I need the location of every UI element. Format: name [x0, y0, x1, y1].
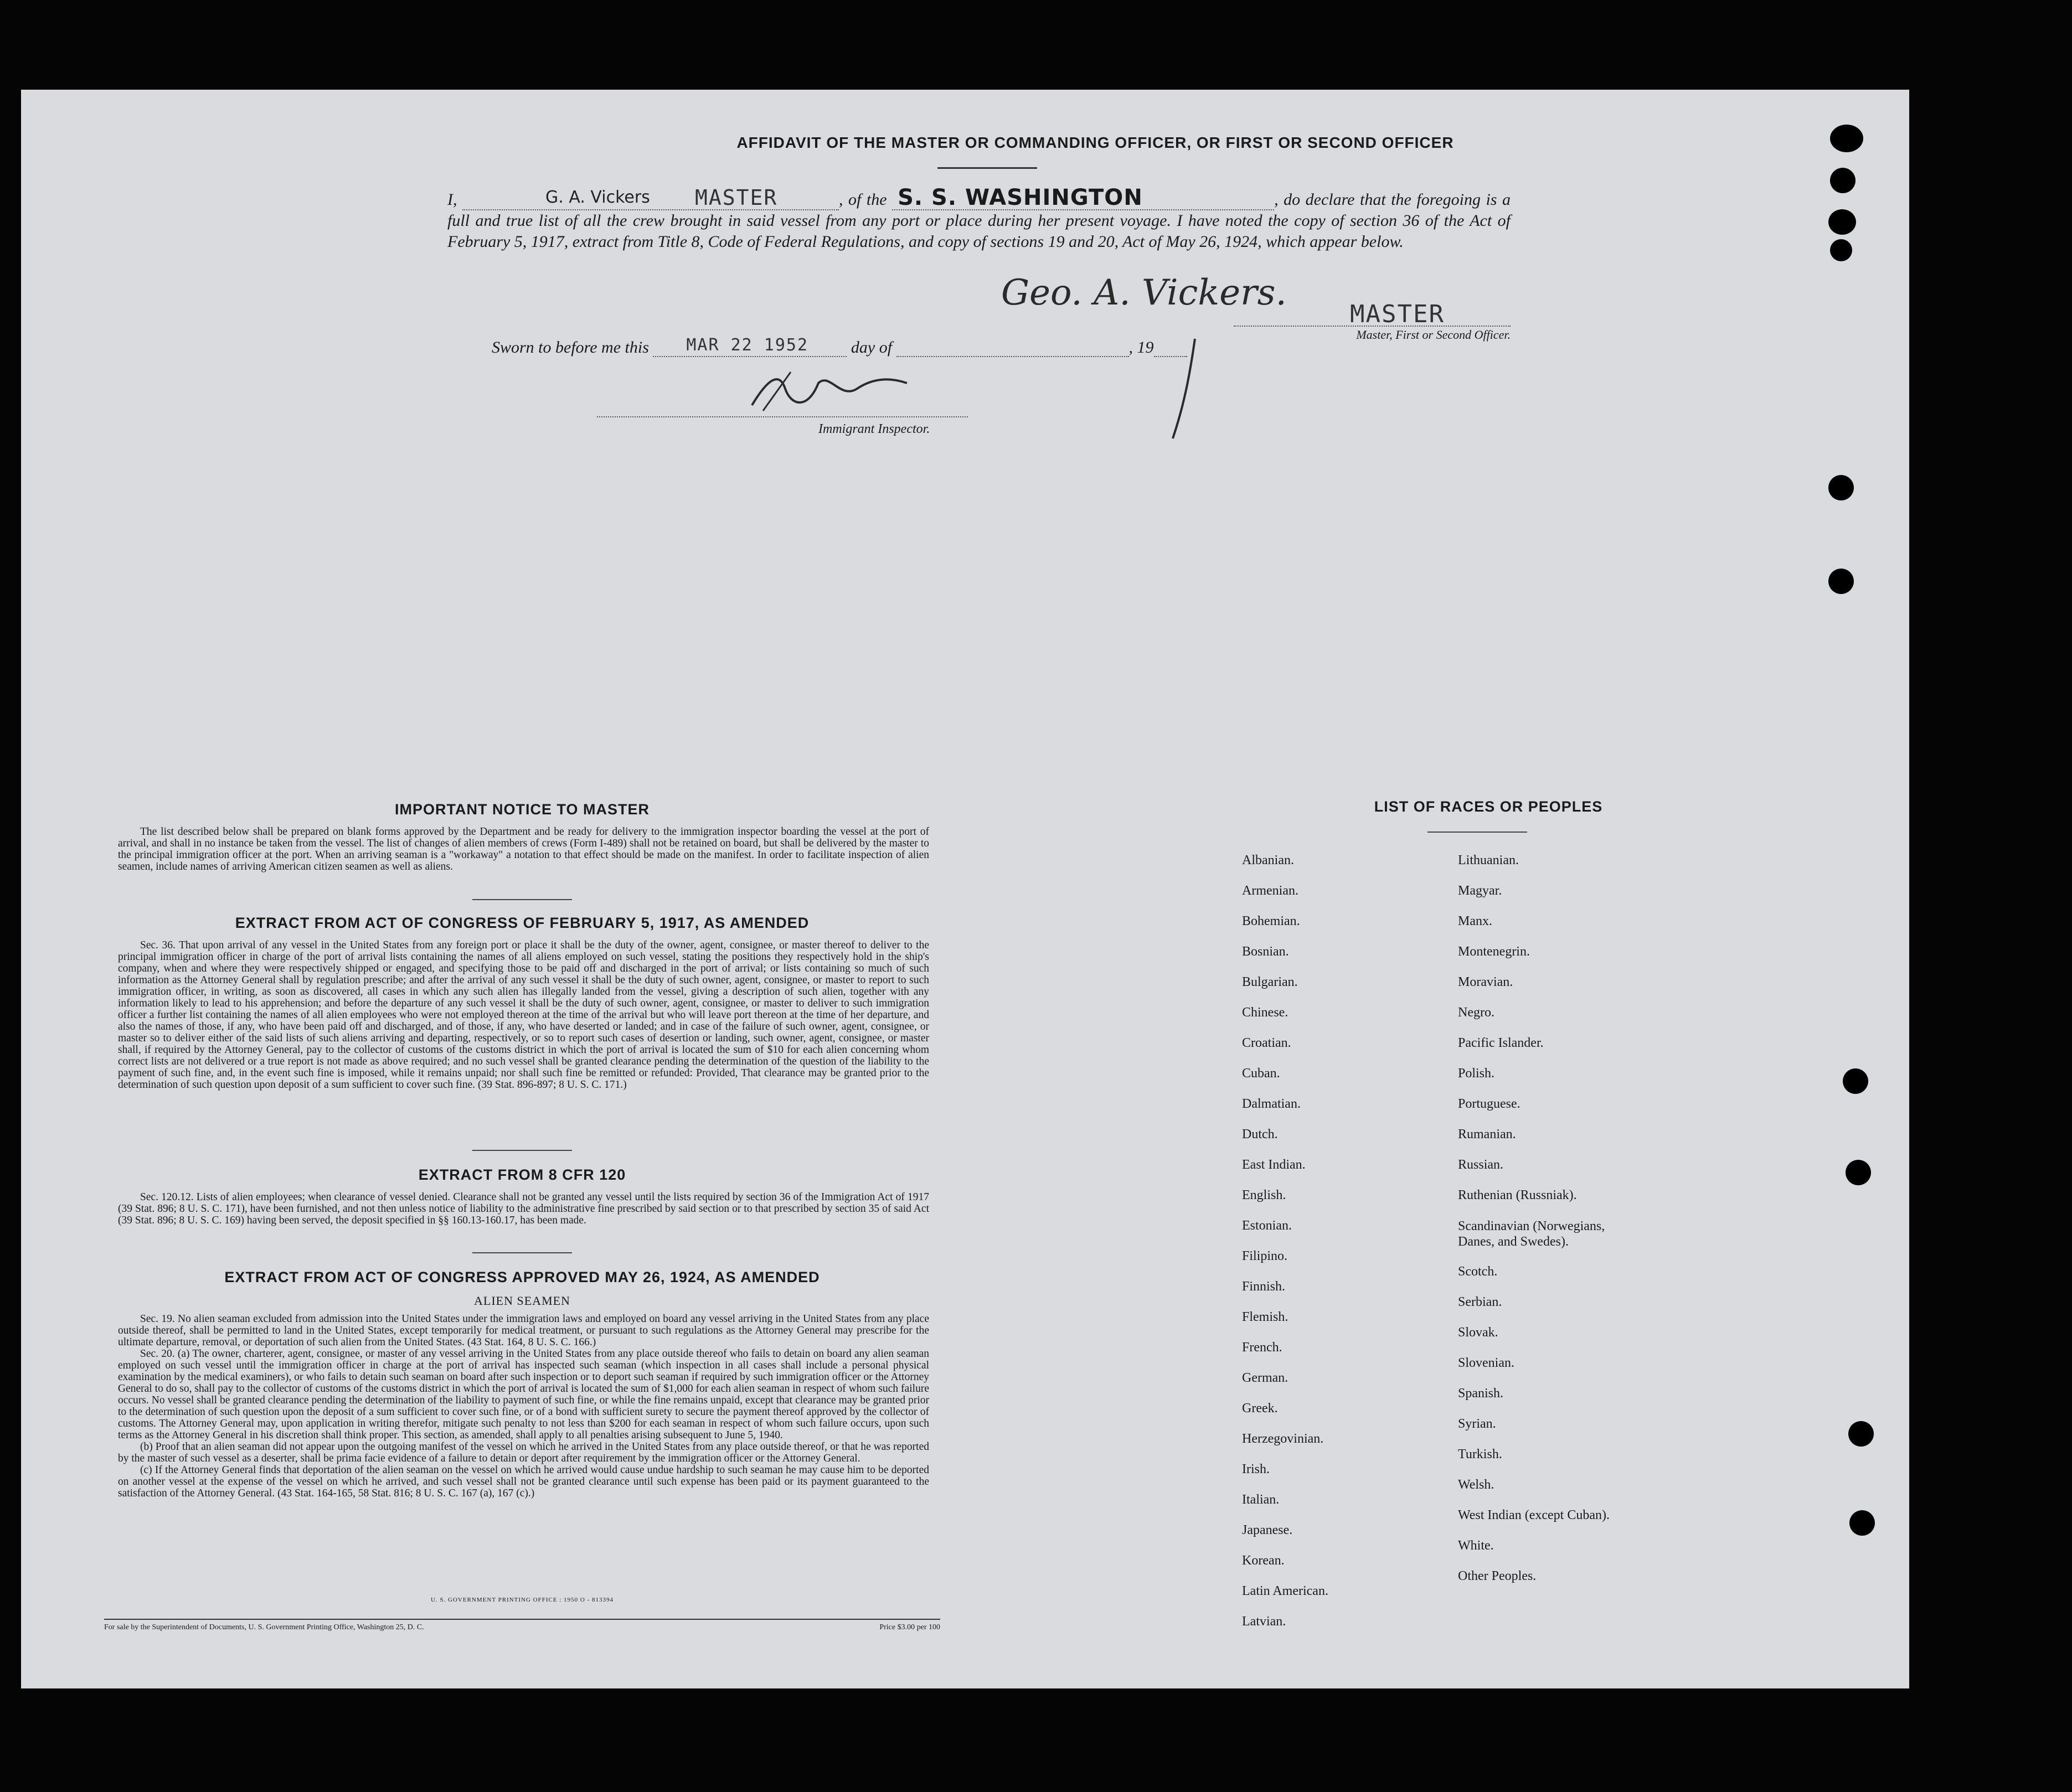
month-field	[896, 336, 1129, 357]
punch-hole	[1848, 1421, 1874, 1447]
master-name-handwritten: G. A. Vickers	[545, 188, 650, 207]
race-item: French.	[1242, 1340, 1282, 1355]
sec-20c-paragraph: (c) If the Attorney General finds that deportation of the alien seaman on the vessel on which he arrived would cause undue hardship to such seaman he may cause him to be deported on another vessel at the expense of the vessel on which he arrived, and such vessel shall not be granted clearance until such expense has been paid or its payment guaranteed to the satisfaction of the Attorney General. (43 Stat. 164-165, 58 Stat. 816; 8 U. S. C. 167 (a), 167 (c).)	[118, 1464, 929, 1499]
rank-stamp: MASTER	[695, 185, 778, 210]
race-item: Rumanian.	[1458, 1127, 1516, 1142]
race-item: Croatian.	[1242, 1036, 1291, 1050]
punch-hole	[1830, 125, 1863, 152]
race-item: Russian.	[1458, 1158, 1504, 1172]
race-item: Finnish.	[1242, 1279, 1286, 1294]
affidavit-text-of-the: , of the	[839, 190, 887, 209]
race-item: Manx.	[1458, 914, 1492, 928]
race-item: Dutch.	[1242, 1127, 1278, 1142]
race-item: Italian.	[1242, 1493, 1280, 1507]
footer	[104, 1619, 940, 1632]
race-item: Filipino.	[1242, 1249, 1288, 1263]
race-item: Scotch.	[1458, 1264, 1498, 1279]
punch-hole	[1849, 1510, 1875, 1536]
race-item: Irish.	[1242, 1462, 1270, 1476]
footer-left: For sale by the Superintendent of Documents, U. S. Government Printing Office, Washington 25, D. C.	[104, 1623, 424, 1631]
race-item: Bulgarian.	[1242, 975, 1298, 989]
race-item: Portuguese.	[1458, 1097, 1521, 1111]
notice-title: IMPORTANT NOTICE TO MASTER	[395, 801, 650, 818]
race-item: Lithuanian.	[1458, 853, 1519, 867]
gpo-line: U. S. GOVERNMENT PRINTING OFFICE : 1950 O - 813394	[430, 1597, 614, 1603]
title-divider	[937, 167, 1037, 169]
race-item: Estonian.	[1242, 1218, 1292, 1233]
race-item: Slovenian.	[1458, 1356, 1514, 1370]
race-item: West Indian (except Cuban).	[1458, 1508, 1610, 1522]
race-item: Scandinavian (Norwegians, Danes, and Swedes).	[1458, 1219, 1605, 1249]
vessel-name-field	[892, 185, 1274, 210]
footer-right: Price $3.00 per 100	[879, 1623, 940, 1631]
extract-cfr-body	[118, 1191, 929, 1226]
affidavit-text-i: I,	[447, 190, 457, 209]
race-item: Spanish.	[1458, 1386, 1504, 1401]
year-prefix: , 19	[1128, 338, 1154, 357]
punch-hole	[1828, 569, 1854, 594]
race-item: Turkish.	[1458, 1447, 1502, 1462]
inspector-signature-line	[597, 366, 968, 417]
race-item: Greek.	[1242, 1401, 1278, 1416]
divider	[472, 1252, 572, 1253]
sworn-text: Sworn to before me this	[492, 338, 649, 357]
race-item: Moravian.	[1458, 975, 1513, 989]
extract-1924-title: EXTRACT FROM ACT OF CONGRESS APPROVED MAY 26, 1924, AS AMENDED	[224, 1269, 820, 1285]
notice-paragraph: The list described below shall be prepared on blank forms approved by the Department and be ready for delivery to the immigration inspector boarding the vessel at the port of arrival, and shall in no instance be taken from the vessel. The list of changes of alien members of crews (Form I-489) shall not be retained on board, but shall be delivered by the master to the principal immigration officer at the port. When an arriving seaman is a "workaway" a notation to that effect should be made on the manifest. In order to facilitate inspection of alien seamen, include names of arriving American citizen seamen as well as aliens.	[118, 826, 929, 872]
race-item: Dalmatian.	[1242, 1097, 1301, 1111]
form-sheet	[21, 90, 1909, 1688]
master-signature: Geo. A. Vickers.	[1001, 272, 1287, 313]
punch-hole	[1830, 168, 1855, 193]
race-item: Chinese.	[1242, 1005, 1288, 1020]
race-item: Welsh.	[1458, 1478, 1494, 1492]
extract-1917-body	[118, 939, 929, 1091]
punch-hole	[1846, 1160, 1871, 1185]
sec-36-paragraph: Sec. 36. That upon arrival of any vessel in the United States from any foreign port or place it shall be the duty of the owner, agent, consignee, or master thereof to deliver to the principal immigration officer in charge of the port of arrival lists containing the names of all aliens employed on such vessel, stating the positions they respectively hold in the ship's company, when and where they were respectively shipped or engaged, and specifying those to be paid off and discharged in the port of arrival; or lists containing so much of such information as the Attorney General shall by regulation prescribe; and after the arrival of any such vessel it shall be the duty of such owner, agent, consignee, or master to report to such immigration officer, in writing, as soon as discovered, all cases in which any such alien has illegally landed from the vessel, giving a description of such alien, together with any information likely to lead to his apprehension; and before the departure of any such vessel it shall be the duty of such owner, agent, consignee, or master to deliver to such immigration officer a further list containing the names of all alien employees who were not employed thereon at the time of the arrival but who will leave port thereon at the time of her departure, and also the names of those, if any, who have been paid off and discharged, and of those, if any, who have deserted or landed; and in case of the failure of such owner, agent, consignee, or master so to deliver either of the said lists of such aliens arriving and departing, respectively, or so to report such cases of desertion or landing, such owner, agent, consignee, or master shall, if required by the Attorney General, pay to the collector of customs of the customs district in which the port of arrival is located the sum of $10 for each alien concerning whom correct lists are not delivered or a true report is not made as above required; and no such vessel shall be granted clearance pending the determination of the question of the liability to the payment of such fine, and, in the event such fine is imposed, while it remains unpaid; nor shall such fine be remitted or refunded: Provided, That clearance may be granted prior to the determination of such question upon deposit of a sum sufficient to cover such fine. (39 Stat. 896-897; 8 U. S. C. 171.)	[118, 939, 929, 1091]
race-item: Armenian.	[1242, 884, 1298, 898]
race-item: Latin American.	[1242, 1584, 1328, 1598]
race-item: East Indian.	[1242, 1158, 1306, 1172]
race-item: German.	[1242, 1371, 1288, 1385]
race-item: Flemish.	[1242, 1310, 1288, 1324]
race-item: Polish.	[1458, 1066, 1495, 1081]
master-name-field	[462, 185, 839, 210]
affidavit-declaration-text: , do declare that the foregoing is a full and true list of all the crew brought in said vessel from any port or place during her present voyage. I have noted the copy of section 36 of the Act of February 5, 1917, extract from Title 8, Code of Federal Regulations, and copy of sections 19 and 20, Act of May 26, 1924, which appear below.	[447, 190, 1511, 251]
sworn-line	[492, 336, 1267, 357]
signature-rank-stamp: MASTER	[1350, 300, 1445, 328]
vessel-name: S. S. WASHINGTON	[898, 185, 1143, 210]
inspector-caption: Immigrant Inspector.	[818, 422, 930, 436]
race-item: Korean.	[1242, 1553, 1285, 1568]
punch-hole	[1828, 475, 1854, 500]
notice-body	[118, 826, 929, 872]
divider	[472, 1150, 572, 1151]
signature-caption: Master, First or Second Officer.	[1356, 328, 1511, 342]
alien-seamen-subtitle: ALIEN SEAMEN	[474, 1294, 570, 1308]
race-item: Japanese.	[1242, 1523, 1293, 1537]
punch-hole	[1828, 209, 1856, 235]
extract-1917-title: EXTRACT FROM ACT OF CONGRESS OF FEBRUARY 5, 1917, AS AMENDED	[235, 915, 810, 931]
punch-hole	[1830, 239, 1852, 261]
extract-1924-body	[118, 1313, 929, 1499]
sec-120-12-paragraph: Sec. 120.12. Lists of alien employees; when clearance of vessel denied. Clearance shall not be granted any vessel until the lists required by section 36 of the Immigration Act of 1917 (39 Stat. 896; 8 U. S. C. 171), have been furnished, and not then unless notice of liability to the administrative fine prescribed by said section or to that prescribed by section 35 of said Act (39 Stat. 896; 8 U. S. C. 169) having been served, the deposit specified in §§ 160.13-160.17, has been made.	[118, 1191, 929, 1226]
race-item: Serbian.	[1458, 1295, 1502, 1309]
races-column-1	[1242, 845, 1452, 1637]
race-item: English.	[1242, 1188, 1286, 1202]
race-item: White.	[1458, 1538, 1494, 1553]
race-item: Bosnian.	[1242, 944, 1289, 959]
races-divider	[1427, 832, 1527, 833]
sec-19-paragraph: Sec. 19. No alien seaman excluded from admission into the United States under the immigration laws and employed on board any vessel arriving in the United States from any place outside thereof, shall be permitted to land in the United States, except temporarily for medical treatment, or pursuant to such regulations as the Attorney General may prescribe for the ultimate departure, removal, or deportation of such alien from the United States. (43 Stat. 164, 8 U. S. C. 166.)	[118, 1313, 929, 1348]
race-item: Magyar.	[1458, 884, 1502, 898]
pen-stroke	[1162, 333, 1217, 444]
race-item: Ruthenian (Russniak).	[1458, 1188, 1577, 1202]
sec-20b-paragraph: (b) Proof that an alien seaman did not appear upon the outgoing manifest of the vessel on which he arrived in the United States from any place outside thereof, or that he was reported by the master of such vessel as a deserter, shall be prima facie evidence of a failure to detain or deport after requirement by the immigration officer or the Attorney General.	[118, 1441, 929, 1464]
affidavit-body	[447, 185, 1511, 252]
master-signature-block	[1001, 272, 1511, 342]
sworn-date-stamp: MAR 22 1952	[686, 335, 809, 355]
race-item: Herzegovinian.	[1242, 1432, 1324, 1446]
affidavit-title: AFFIDAVIT OF THE MASTER OR COMMANDING OFFICER, OR FIRST OR SECOND OFFICER	[736, 134, 1454, 151]
race-item: Slovak.	[1458, 1325, 1498, 1340]
divider	[472, 899, 572, 900]
races-column-2	[1458, 845, 1746, 1592]
inspector-signature	[746, 366, 913, 416]
race-item: Negro.	[1458, 1005, 1494, 1020]
race-item: Albanian.	[1242, 853, 1294, 867]
race-item: Montenegrin.	[1458, 944, 1530, 959]
punch-hole	[1843, 1068, 1868, 1094]
sworn-date-field	[653, 336, 847, 357]
race-item: Pacific Islander.	[1458, 1036, 1544, 1050]
race-item: Syrian.	[1458, 1417, 1496, 1431]
race-item: Bohemian.	[1242, 914, 1300, 928]
sec-20a-paragraph: Sec. 20. (a) The owner, charterer, agent, consignee, or master of any vessel arriving in the United States from any place outside thereof who fails to detain on board any alien seaman employed on such vessel until the immigration officer in charge at the port of arrival has inspected such seaman (which inspection in all cases shall include a personal physical examination by the medical examiners), or who fails to detain such seaman on board after such inspection or to deport such seaman if required by such immigration officer or the Attorney General to do so, shall pay to the collector of customs of the customs district in which the port of arrival is located the sum of $1,000 for each alien seaman in respect of whom such failure occurs. No vessel shall be granted clearance pending the determination of the liability to payment of such fine, or while the fine remains unpaid, except that clearance may be granted prior to the determination of such question upon the deposit of a sum sufficient to cover such fine, or of a bond with sufficient surety to secure the payment thereof approved by the collector of customs. The Attorney General may, upon application in writing therefor, mitigate such penalty to not less than $200 for each seaman in respect of whom such failure occurs, upon such terms as the Attorney General in his discretion shall think proper. This section, as amended, shall apply to all penalties arising subsequent to June 5, 1940.	[118, 1348, 929, 1441]
day-of-text: day of	[851, 338, 893, 357]
races-title: LIST OF RACES OR PEOPLES	[1374, 798, 1603, 815]
extract-cfr-title: EXTRACT FROM 8 CFR 120	[418, 1166, 626, 1183]
race-item: Other Peoples.	[1458, 1569, 1537, 1583]
race-item: Cuban.	[1242, 1066, 1280, 1081]
race-item: Latvian.	[1242, 1614, 1286, 1629]
